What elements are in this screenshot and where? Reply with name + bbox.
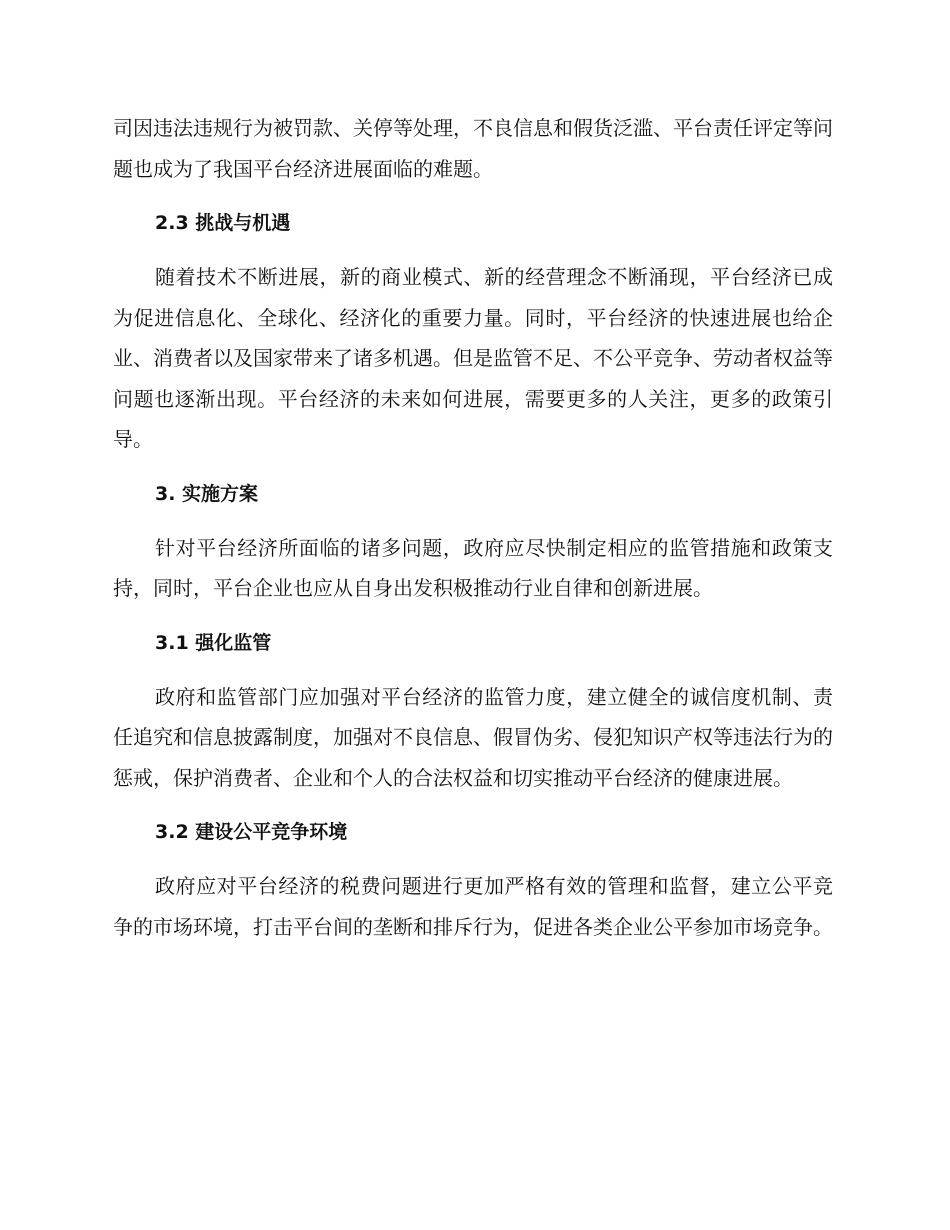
section-heading-3-2: 3.2 建设公平竞争环境 <box>155 821 348 843</box>
paragraph-challenges: 随着技术不断进展，新的商业模式、新的经营理念不断涌现，平台经济已成为促进信息化、全球化、经济化的重要力量。同时，平台经济的快速进展也给企业、消费者以及国家带来了诸多机遇。但是监管不足、不公平竞争、劳动者权益等问题也逐渐出现。平台经济的未来如何进展，需要更多的人关注，更多的政策引导。 <box>113 265 833 451</box>
section-heading-2-3: 2.3 挑战与机遇 <box>155 212 291 234</box>
paragraph-implementation: 针对平台经济所面临的诸多问题，政府应尽快制定相应的监管措施和政策支持，同时，平台企业也应从自身出发积极推动行业自律和创新进展。 <box>113 535 833 600</box>
paragraph-fair-competition: 政府应对平台经济的税费问题进行更加严格有效的管理和监督，建立公平竞争的市场环境，打击平台间的垄断和排斥行为，促进各类企业公平参加市场竞争。 <box>113 874 833 939</box>
section-heading-3: 3. 实施方案 <box>155 482 259 505</box>
paragraph-regulation: 政府和监管部门应加强对平台经济的监管力度，建立健全的诚信度机制、责任追究和信息披露制度，加强对不良信息、假冒伪劣、侵犯知识产权等违法行为的惩戒，保护消费者、企业和个人的合法权益和切实推动平台经济的健康进展。 <box>113 684 833 790</box>
section-heading-3-1: 3.1 强化监管 <box>155 631 272 654</box>
paragraph-continued: 司因违法违规行为被罚款、关停等处理，不良信息和假货泛滥、平台责任评定等问题也成为了我国平台经济进展面临的难题。 <box>113 116 833 181</box>
document-body <box>113 108 833 961</box>
